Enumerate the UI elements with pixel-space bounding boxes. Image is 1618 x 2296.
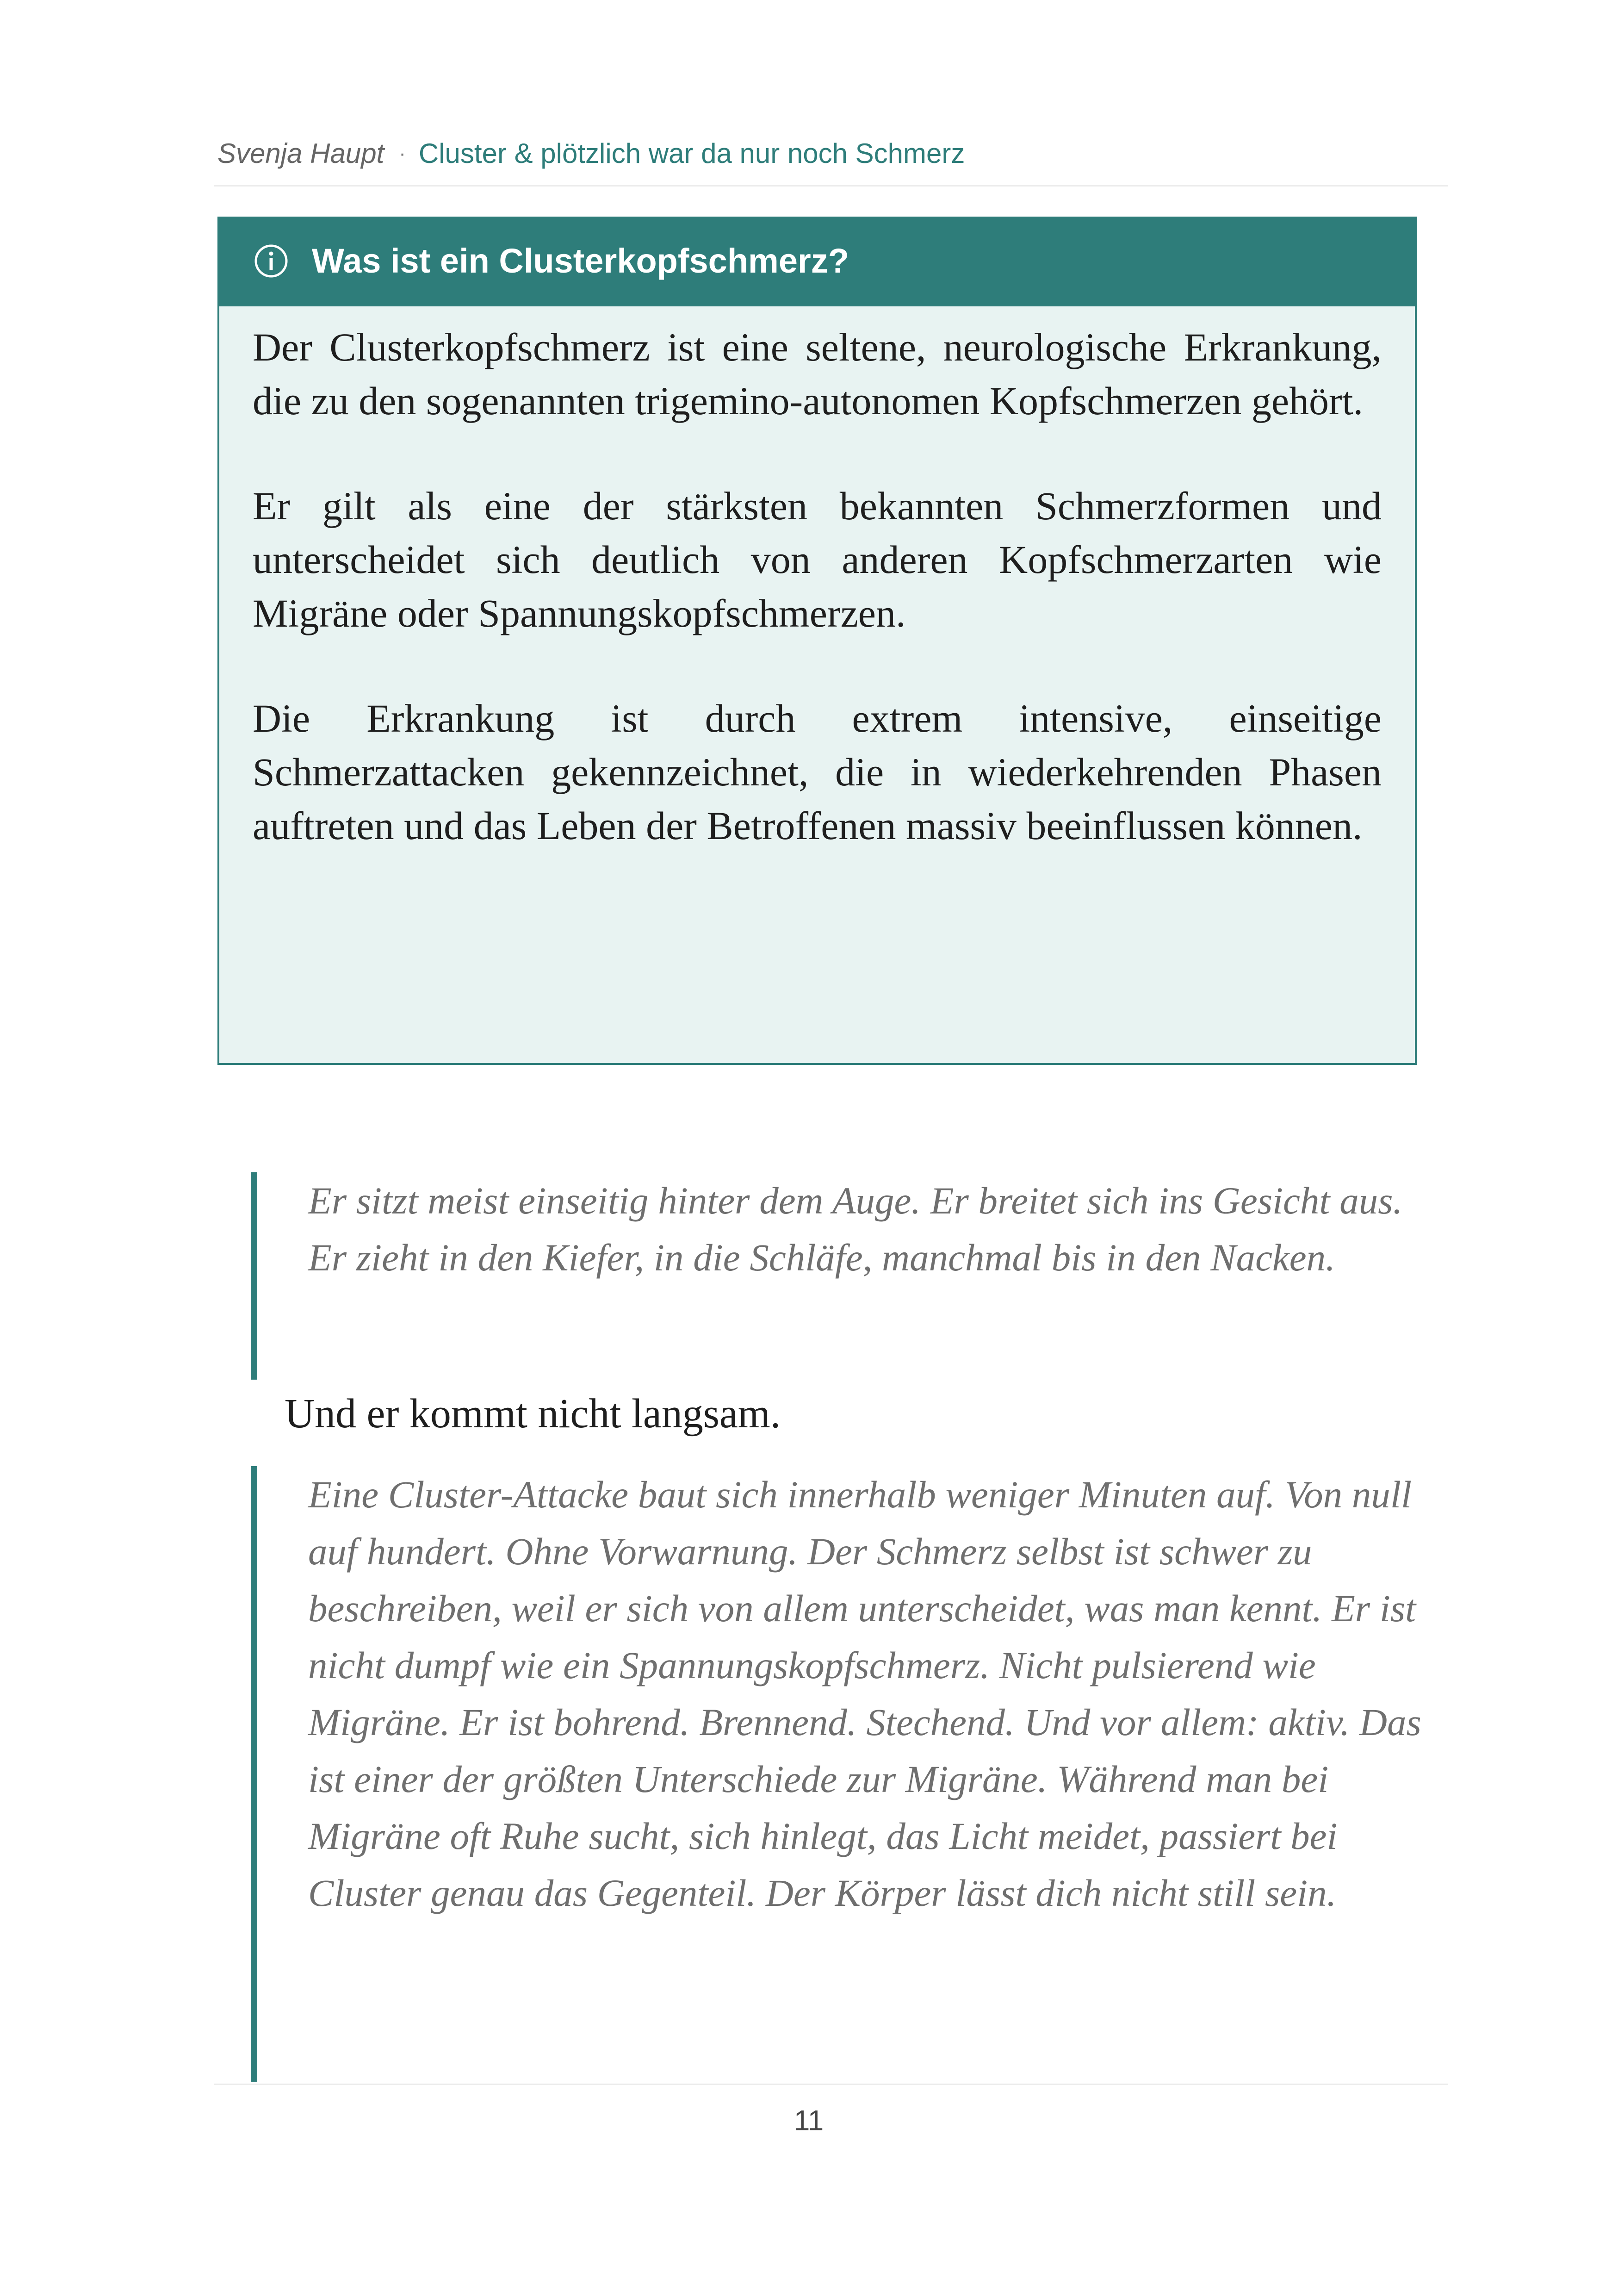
info-box-body <box>253 320 1382 852</box>
running-header <box>217 135 1448 172</box>
info-box-title: Was ist ein Clusterkopfschmerz? <box>312 242 849 280</box>
info-box <box>217 217 1417 1065</box>
body-text: Und er kommt nicht langsam. <box>285 1391 781 1437</box>
page-number: 11 <box>794 2105 824 2137</box>
info-circle-icon <box>254 244 288 278</box>
header-divider <box>214 185 1448 187</box>
info-paragraph: Die Erkrankung ist durch extrem intensive, einseitige Schmerzattacken gekennzeichnet, die in wiederkehrenden Phasen auftreten und das Leben der Betroffenen massiv beeinflussen können. <box>253 696 1382 848</box>
info-paragraph: Er gilt als eine der stärksten bekannten Schmerzformen und unterscheidet sich deutlich von anderen Kopfschmerzarten wie Migräne oder Spannungskopfschmerzen. <box>253 484 1382 635</box>
info-box-header <box>219 218 1415 306</box>
author-name: Svenja Haupt <box>217 138 384 169</box>
block-quote: Er sitzt meist einseitig hinter dem Auge. Er breitet sich ins Gesicht aus. Er zieht in den Kiefer, in die Schläfe, manchmal bis in den Nacken. <box>251 1172 1426 1380</box>
footer-divider <box>214 2084 1448 2085</box>
block-quote: Eine Cluster-Attacke baut sich innerhalb weniger Minuten auf. Von null auf hundert. Ohne Vorwarnung. Der Schmerz selbst ist schwer zu beschreiben, weil er sich von allem unterscheidet, was man kennt. Er ist nicht dumpf wie ein Spannungskopfschmerz. Nicht pulsierend wie Migräne. Er ist bohrend. Brennend. Stechend. Und vor allem: aktiv. Das ist einer der größten Unterschiede zur Migräne. Während man bei Migräne oft Ruhe sucht, sich hinlegt, das Licht meidet, passiert bei Cluster genau das Gegenteil. Der Körper lässt dich nicht still sein. <box>251 1466 1426 2082</box>
info-paragraph: Der Clusterkopfschmerz ist eine seltene, neurologische Erkrankung, die zu den sogenannten trigemino-autonomen Kopfschmerzen gehört. <box>253 325 1382 423</box>
header-separator: · <box>399 142 406 165</box>
book-title: Cluster & plötzlich war da nur noch Schmerz <box>418 138 965 169</box>
